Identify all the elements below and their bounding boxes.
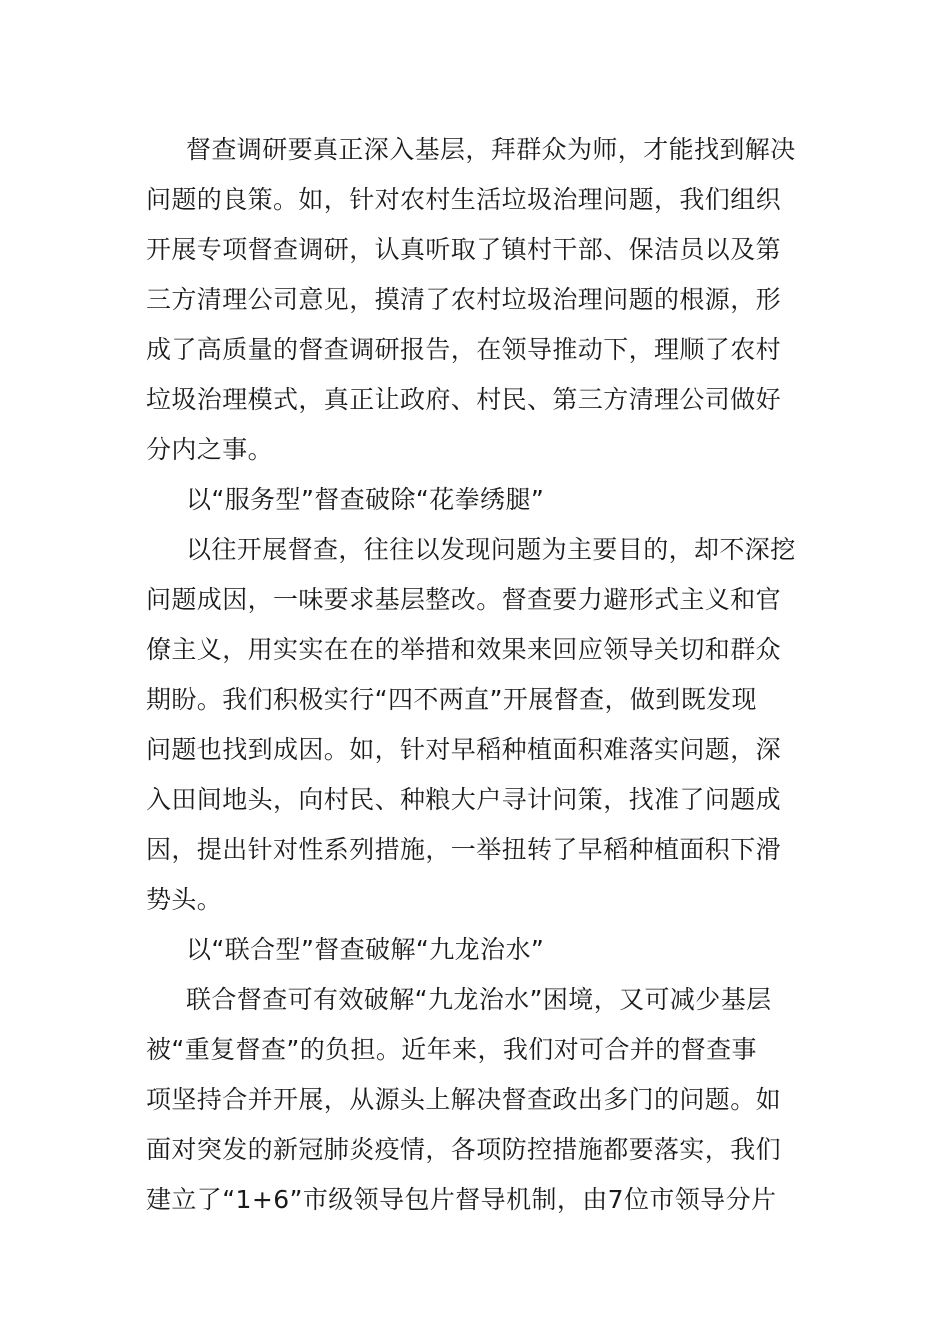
section-heading-joint: 以“联合型”督查破解“九龙治水”: [186, 935, 545, 964]
paragraph-1-line-2: 问题的良策。如，针对农村生活垃圾治理问题，我们组织: [146, 185, 782, 214]
paragraph-1-line-1: 督查调研要真正深入基层，拜群众为师，才能找到解决: [186, 135, 796, 164]
paragraph-1-line-7: 分内之事。: [146, 435, 274, 464]
section-heading-service: 以“服务型”督查破除“花拳绣腿”: [186, 485, 545, 514]
paragraph-3-line-3: 项坚持合并开展，从源头上解决督查政出多门的问题。如: [146, 1085, 782, 1114]
paragraph-1-line-3: 开展专项督查调研，认真听取了镇村干部、保洁员以及第: [146, 235, 782, 264]
paragraph-2-line-5: 问题也找到成因。如，针对早稻种植面积难落实问题，深: [146, 735, 782, 764]
paragraph-2-line-2: 问题成因，一味要求基层整改。督查要力避形式主义和官: [146, 585, 782, 614]
paragraph-3-line-5: 建立了“1+6”市级领导包片督导机制，由7位市领导分片: [146, 1185, 777, 1214]
paragraph-1-line-4: 三方清理公司意见，摸清了农村垃圾治理问题的根源，形: [146, 285, 782, 314]
paragraph-3-line-1: 联合督查可有效破解“九龙治水”困境，又可减少基层: [186, 985, 772, 1014]
paragraph-2-line-8: 势头。: [146, 885, 223, 914]
paragraph-3-line-4: 面对突发的新冠肺炎疫情，各项防控措施都要落实，我们: [146, 1135, 782, 1164]
paragraph-3-line-2: 被“重复督查”的负担。近年来，我们对可合并的督查事: [146, 1035, 757, 1064]
paragraph-2-line-7: 因，提出针对性系列措施，一举扭转了早稻种植面积下滑: [146, 835, 782, 864]
paragraph-2-line-1: 以往开展督查，往往以发现问题为主要目的，却不深挖: [186, 535, 796, 564]
paragraph-2-line-4: 期盼。我们积极实行“四不两直”开展督查，做到既发现: [146, 685, 757, 714]
paragraph-1-line-6: 垃圾治理模式，真正让政府、村民、第三方清理公司做好: [146, 385, 782, 414]
paragraph-1-line-5: 成了高质量的督查调研报告，在领导推动下，理顺了农村: [146, 335, 782, 364]
paragraph-2-line-6: 入田间地头，向村民、种粮大户寻计问策，找准了问题成: [146, 785, 782, 814]
paragraph-2-line-3: 僚主义，用实实在在的举措和效果来回应领导关切和群众: [146, 635, 782, 664]
